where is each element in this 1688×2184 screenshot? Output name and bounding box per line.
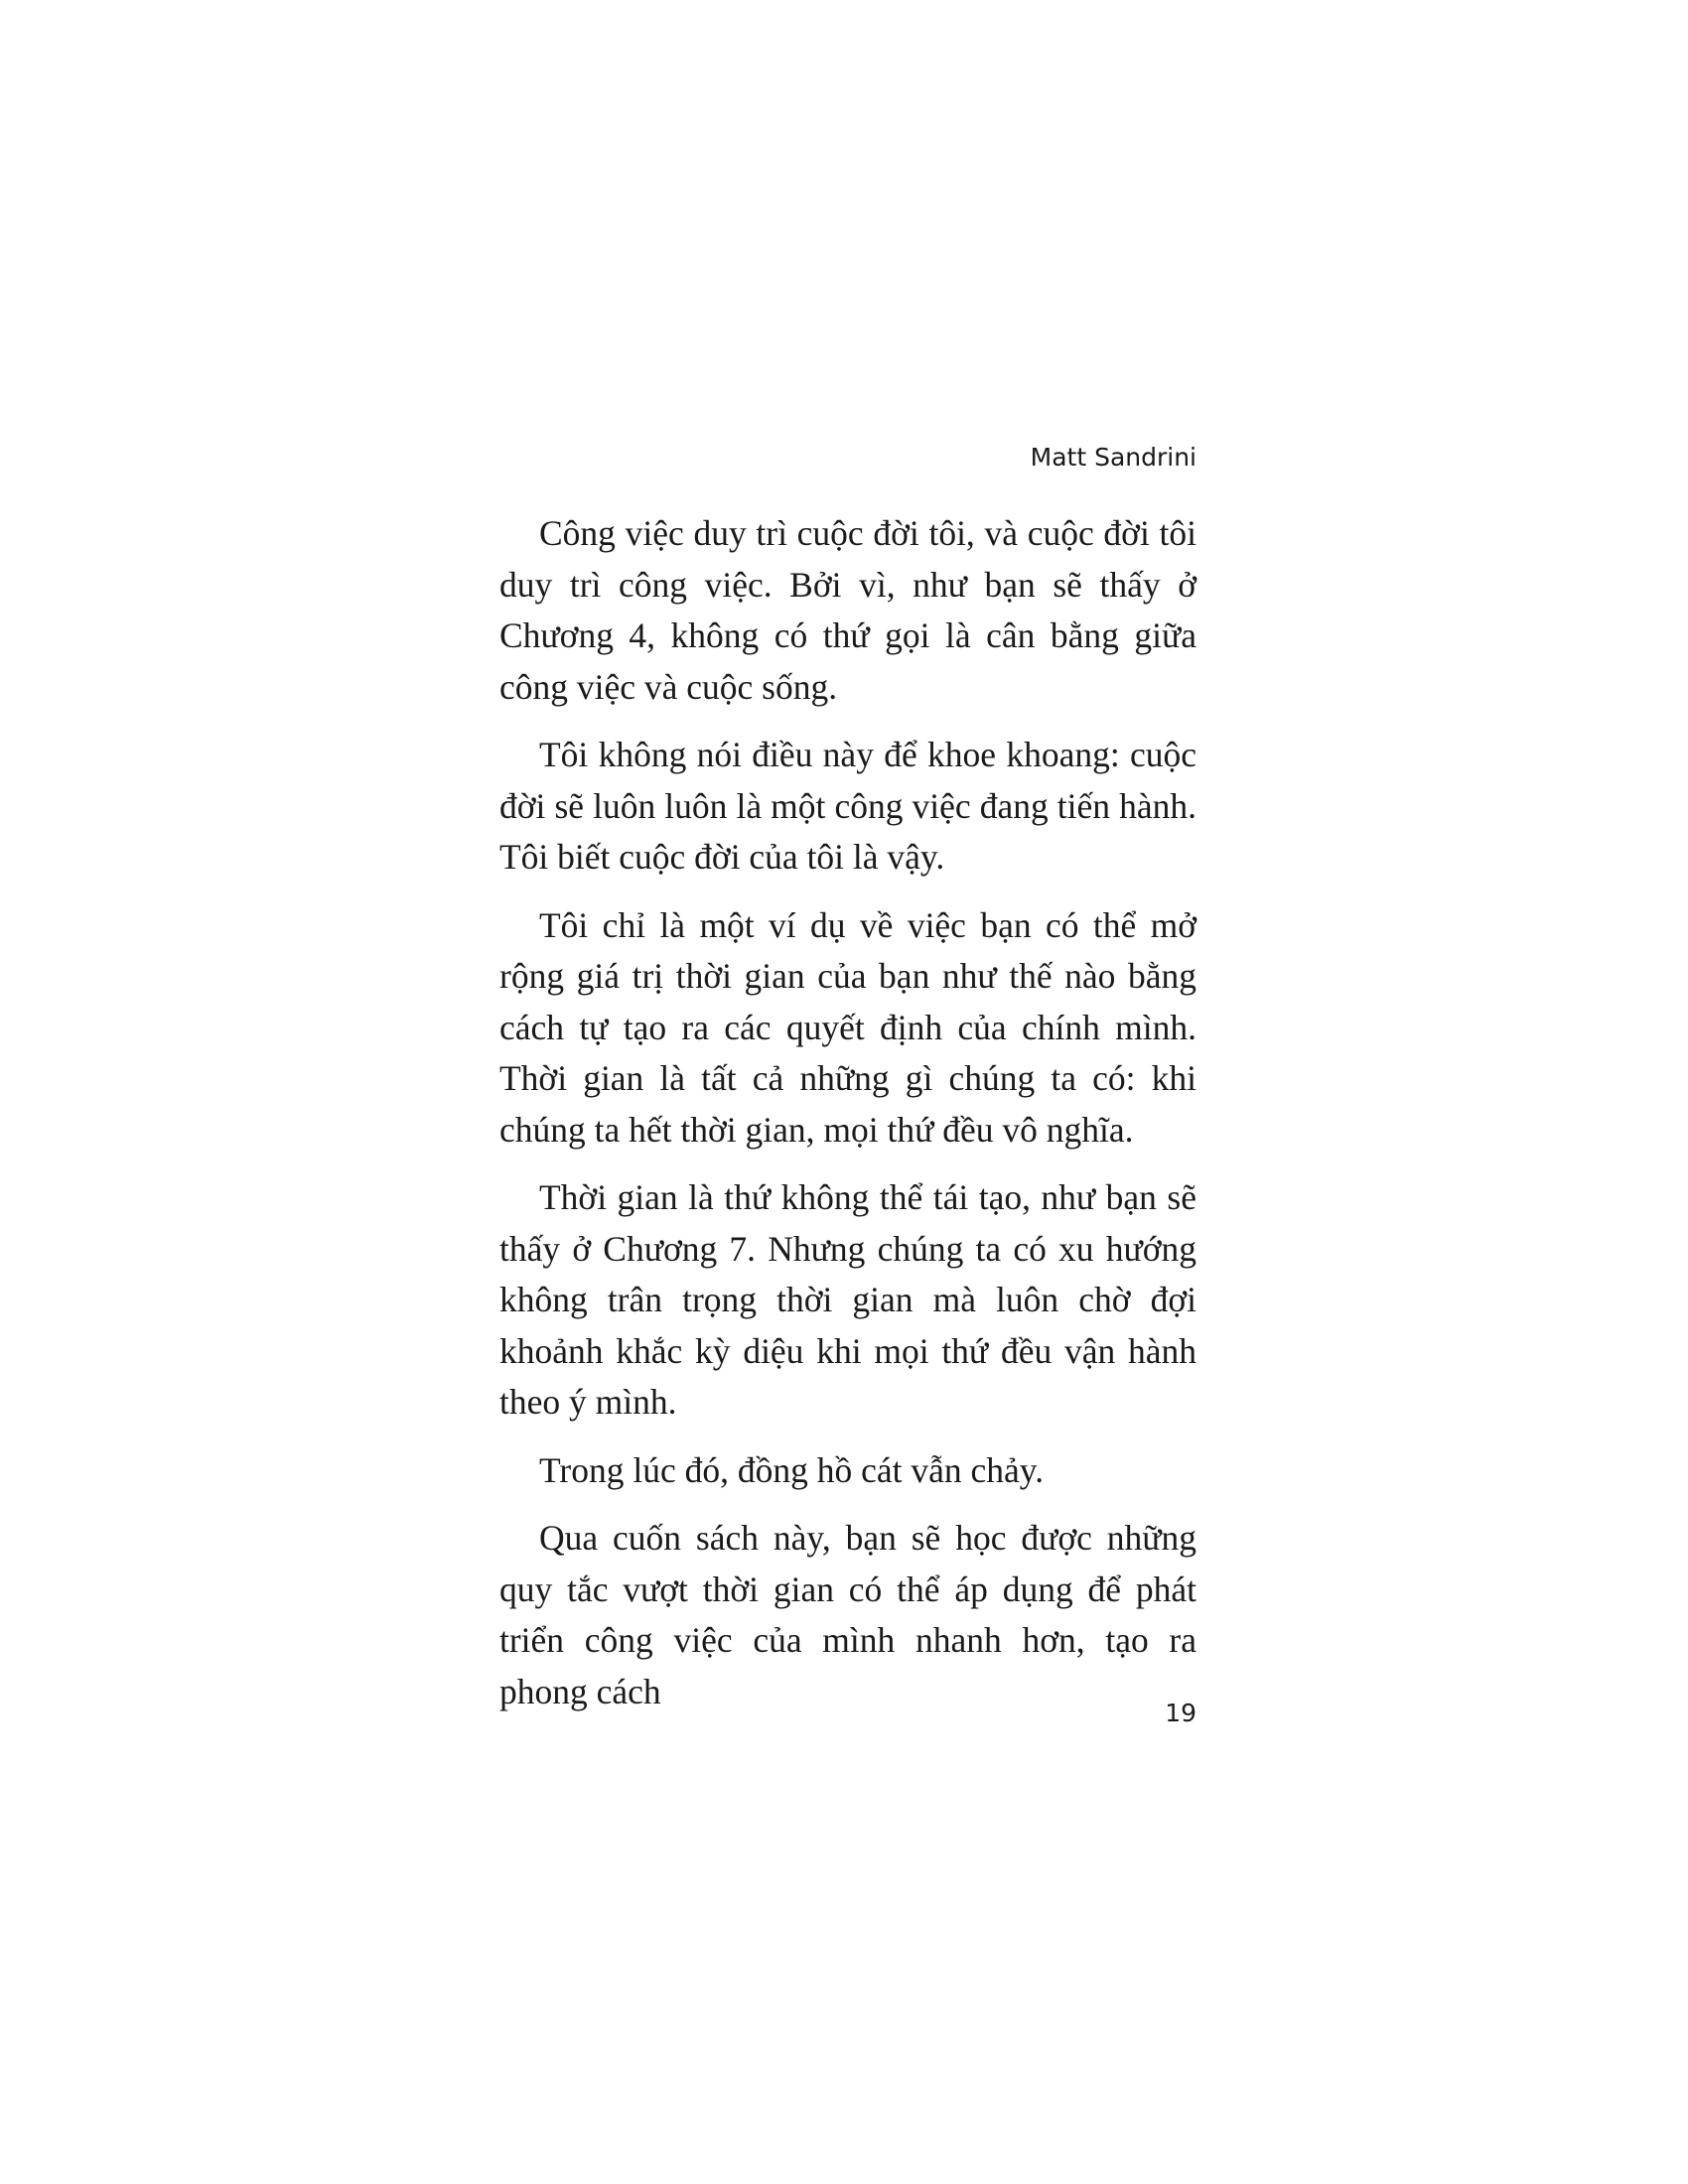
paragraph: Qua cuốn sách này, bạn sẽ học được những quy tắc vượt thời gian có thể áp dụng để phát triển công việc của mình nhanh hơn, tạo ra phong cách [499,1518,1196,1711]
page-number: 19 [1165,1699,1196,1727]
paragraph: Tôi chỉ là một ví dụ về việc bạn có thể mở rộng giá trị thời gian của bạn như thế nào bằng cách tự tạo ra các quyết định của chính mình. Thời gian là tất cả những gì chúng ta có: khi chúng ta hết thời gian, mọi thứ đều vô nghĩa. [499,904,1196,1150]
running-header-author: Matt Sandrini [1030,443,1196,472]
paragraph: Tôi không nói điều này để khoe khoang: cuộc đời sẽ luôn luôn là một công việc đang tiến hành. Tôi biết cuộc đời của tôi là vậy. [499,735,1196,877]
paragraph: Công việc duy trì cuộc đời tôi, và cuộc đời tôi duy trì công việc. Bởi vì, như bạn sẽ thấy ở Chương 4, không có thứ gọi là cân bằng giữa công việc và cuộc sống. [499,513,1196,707]
paragraph: Trong lúc đó, đồng hồ cát vẫn chảy. [539,1449,1045,1490]
paragraph: Thời gian là thứ không thể tái tạo, như bạn sẽ thấy ở Chương 7. Nhưng chúng ta có xu hướng không trân trọng thời gian mà luôn chờ đợi khoảnh khắc kỳ diệu khi mọi thứ đều vận hành theo ý mình. [499,1177,1196,1422]
body-text [499,508,1196,1734]
